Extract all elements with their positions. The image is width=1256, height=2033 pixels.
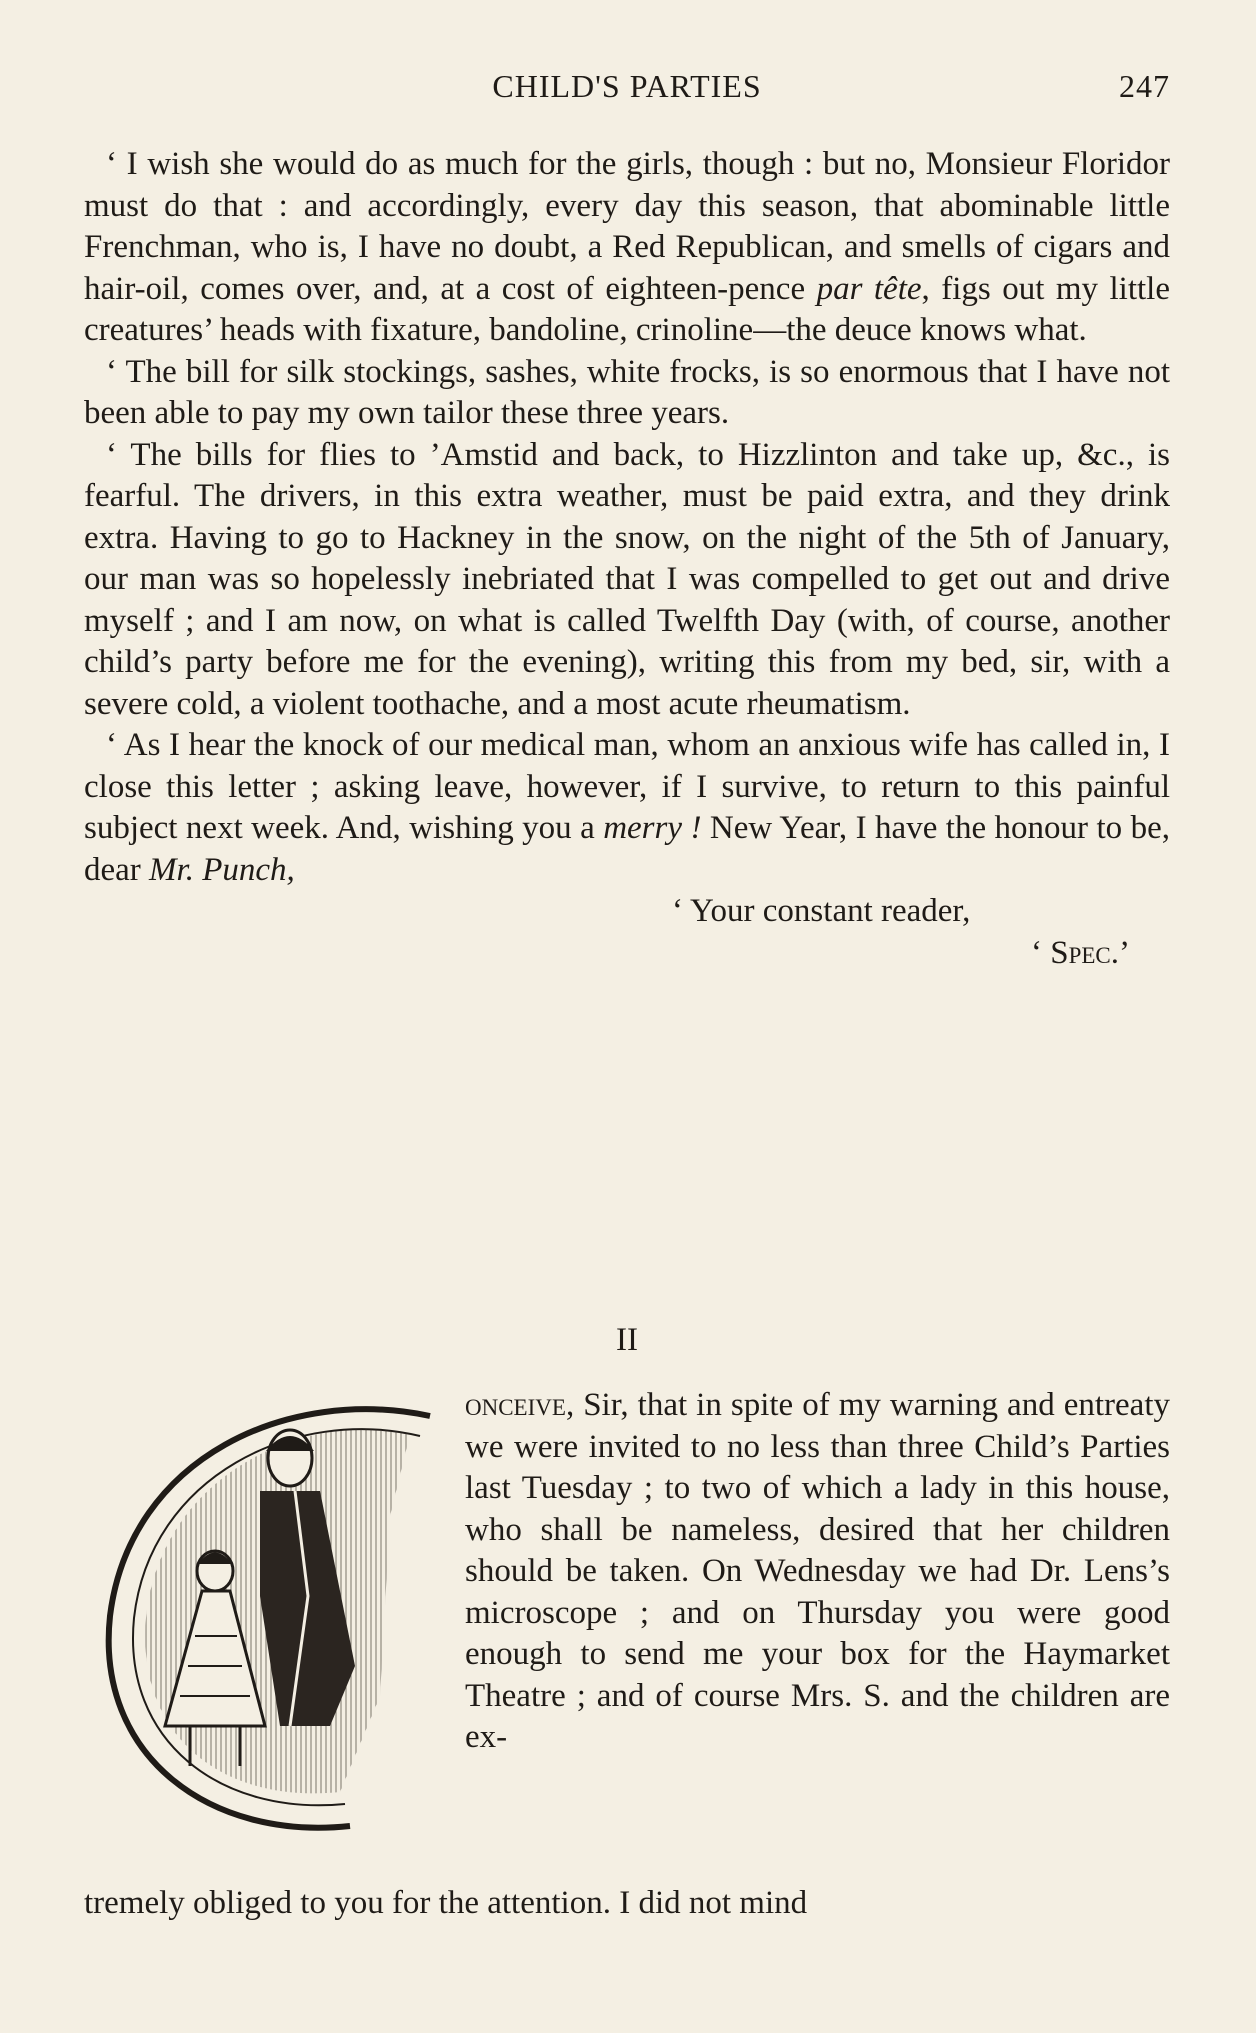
- paragraph-4-italic-merry: merry !: [603, 810, 702, 846]
- paragraph-3: ‘ The bills for flies to ’Amstid and back, to Hizzlinton and take up, &c., is fearful. The drivers, in this extra weather, must be paid extra, and they drink extra. Having to go to Hackney in the snow, on the night of the 5th of January, our man was so hopelessly inebriated that I was compelled to get out and drive myself ; and I am now, on what is called Twelfth Day (with, of course, another child’s party before me for the evening), writing this from my bed, sir, with a severe cold, a violent toothache, and a most acute rheumatism.: [84, 436, 1170, 722]
- signature: ‘ Spec.’: [1030, 934, 1130, 971]
- letter-body: [84, 144, 1170, 974]
- section-numeral: II: [616, 1322, 638, 1358]
- section-ii-tail-line: tremely obliged to you for the attention. I did not mind: [84, 1885, 808, 1921]
- drop-cap-illustration: [90, 1396, 470, 1841]
- paragraph-4: [84, 725, 1170, 891]
- paragraph-1-italic: par tête: [816, 270, 922, 307]
- running-header: [84, 68, 1170, 112]
- closing-line: ‘ Your constant reader,: [672, 893, 971, 929]
- section-ii-opening: [465, 1385, 1170, 1759]
- paragraph-1-text-b: , figs out my little creatures’ heads with fixature, bandoline, crinoline—the deuce knows what.: [84, 270, 1171, 348]
- paragraph-1: [84, 144, 1170, 352]
- section-ii-paragraph: [465, 1385, 1170, 1759]
- drop-cap-word-rest: onceive: [465, 1387, 566, 1423]
- paragraph-4-text-a: ‘ As I hear the knock of our medical man, whom an anxious wife has called in, I close this letter ; asking leave, however, if I survive, to return to this painful subject next week. And, wishing you a: [84, 727, 1170, 846]
- page-number: 247: [1119, 68, 1170, 104]
- paragraph-2: ‘ The bill for silk stockings, sashes, white frocks, is so enormous that I have not been able to pay my own tailor these three years.: [84, 353, 1170, 431]
- running-title: CHILD'S PARTIES: [492, 68, 762, 104]
- paragraph-1-text-a: ‘ I wish she would do as much for the girls, though : but no, Monsieur Floridor must do that : and accordingly, every day this season, that abominable little Frenchman, who is, I have no doubt, a Red Republican, and smells of cigars and hair-oil, comes over, and, at a cost of eighteen-pence: [84, 146, 1170, 307]
- paragraph-4-text-b: New Year, I have the honour to be, dear: [84, 810, 1170, 888]
- section-ii-text: , Sir, that in spite of my warning and entreaty we were invited to no less than three Child’s Parties last Tuesday ; to two of which a lady in this house, who shall be nameless, desired that her children should be taken. On Wednesday we had Dr. Lens’s microscope ; and on Thursday you were good enough to send me your box for the Haymarket Theatre ; and of course Mrs. S. and the children are ex-: [465, 1387, 1170, 1755]
- paragraph-4-italic-addressee: Mr. Punch,: [149, 851, 295, 888]
